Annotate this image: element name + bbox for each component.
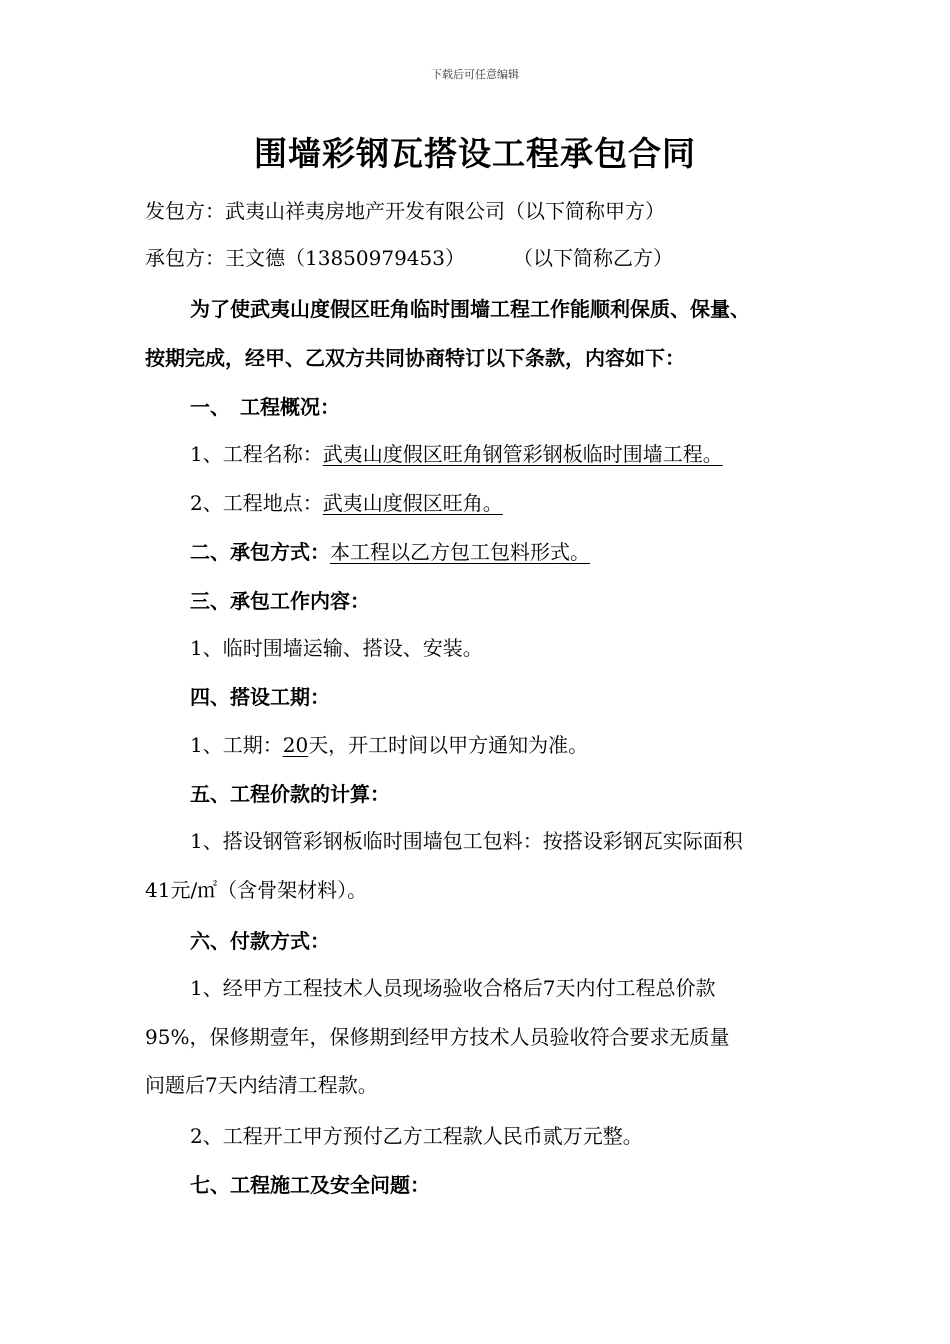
- project-location-label: 2、工程地点：: [190, 491, 323, 515]
- party-a-line: [145, 197, 825, 225]
- section-3-heading: 三、承包工作内容：: [190, 589, 370, 613]
- section-1-item-1: [190, 440, 870, 468]
- project-name-value: 武夷山度假区旺角钢管彩钢板临时围墙工程。: [322, 442, 723, 466]
- party-b-name: 王文德（13850979453）: [225, 246, 465, 270]
- section-7-heading: 七、工程施工及安全问题：: [190, 1173, 430, 1197]
- duration-days: 20: [282, 733, 309, 757]
- party-b-line: [145, 244, 825, 272]
- intro-line-2: 按期完成，经甲、乙双方共同协商特订以下条款，内容如下：: [145, 346, 685, 370]
- section-5-item-1-line-1: 1、搭设钢管彩钢板临时围墙包工包料：按搭设彩钢瓦实际面积: [190, 829, 743, 853]
- section-2: [190, 538, 870, 566]
- page-title: 围墙彩钢瓦搭设工程承包合同: [254, 134, 696, 173]
- section-6-heading: 六、付款方式：: [190, 929, 330, 953]
- section-2-heading: 二、承包方式：: [190, 540, 330, 564]
- section-6-item-1-line-2: 95%，保修期壹年，保修期到经甲方技术人员验收符合要求无质量: [145, 1025, 730, 1049]
- section-6-item-2: 2、工程开工甲方预付乙方工程款人民币贰万元整。: [190, 1124, 643, 1148]
- section-5-heading: 五、工程价款的计算：: [190, 782, 390, 806]
- section-6-item-1-line-1: 1、经甲方工程技术人员现场验收合格后7天内付工程总价款: [190, 976, 716, 1000]
- section-1-item-2: [190, 489, 870, 517]
- party-b-label: 承包方：: [145, 246, 225, 270]
- party-a-label: 发包方：: [145, 199, 225, 223]
- party-b-suffix: （以下简称乙方）: [512, 246, 673, 270]
- section-6-item-1-line-3: 问题后7天内结清工程款。: [145, 1073, 378, 1097]
- project-name-label: 1、工程名称：: [190, 442, 323, 466]
- section-2-value: 本工程以乙方包工包料形式。: [330, 540, 590, 564]
- section-4-item-1: [190, 731, 870, 759]
- duration-note: 天，开工时间以甲方通知为准。: [308, 733, 589, 757]
- duration-label: 1、工期：: [190, 733, 283, 757]
- intro-line-1: 为了使武夷山度假区旺角临时围墙工程工作能顺利保质、保量、: [190, 297, 750, 321]
- project-location-value: 武夷山度假区旺角。: [322, 491, 503, 515]
- header-note: 下载后可任意编辑: [431, 68, 519, 81]
- section-1-heading: 一、 工程概况：: [190, 395, 340, 419]
- section-3-item-1: 1、临时围墙运输、搭设、安装。: [190, 636, 483, 660]
- section-5-item-1-line-2: 41元/㎡（含骨架材料）。: [145, 878, 368, 902]
- section-4-heading: 四、搭设工期：: [190, 685, 330, 709]
- party-a-value: 武夷山祥夷房地产开发有限公司（以下简称甲方）: [225, 199, 665, 223]
